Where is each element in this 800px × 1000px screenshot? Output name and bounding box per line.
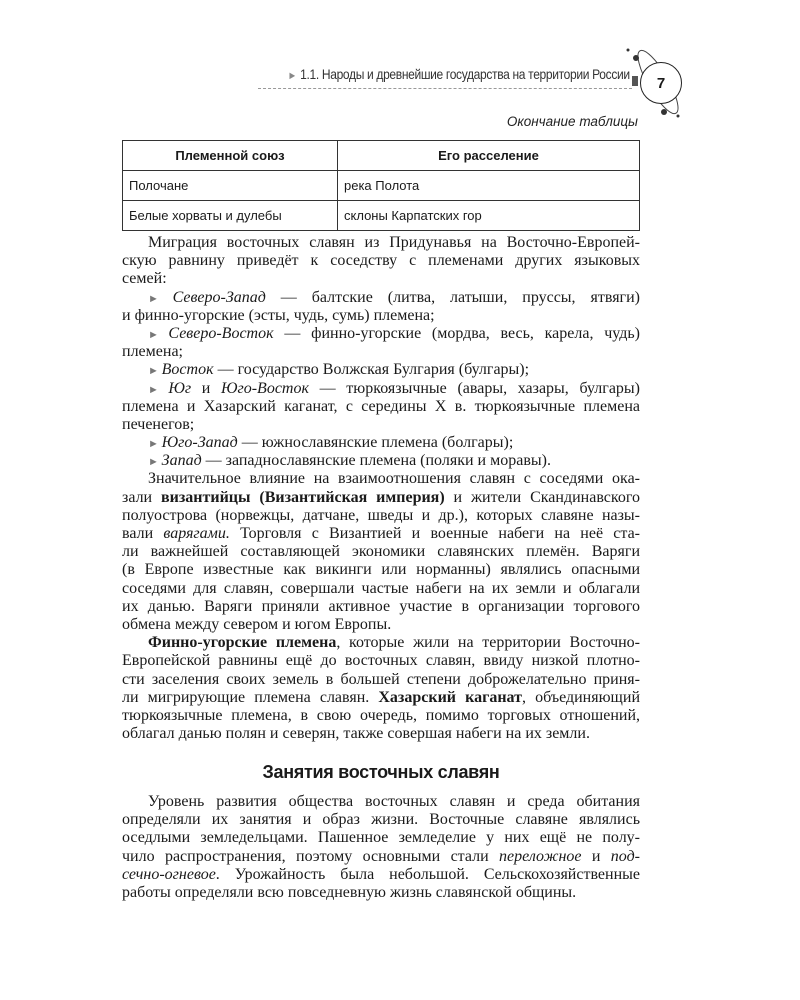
text-line xyxy=(122,307,640,325)
italic-term: Северо-Запад xyxy=(172,288,266,306)
text-run: — тюркоязычные (авары, хазары, булгары) xyxy=(308,379,641,397)
text-line xyxy=(122,234,640,252)
text-line xyxy=(122,598,640,616)
text-line xyxy=(122,434,640,452)
triangle-bullet-icon: ► xyxy=(148,328,169,341)
text-run: племена; xyxy=(122,343,183,361)
triangle-bullet-icon: ► xyxy=(148,383,169,396)
text-run: , которые жили на территории Восточно- xyxy=(336,634,641,652)
text-line xyxy=(122,580,640,598)
text-line xyxy=(122,398,640,416)
bold-term: Хазарский каганат xyxy=(378,688,522,706)
text-run: облагал данью полян и северян, также совершая набеги на их земли. xyxy=(122,725,590,743)
text-run: скую равнину приведёт к соседству с племенами других языковых xyxy=(122,252,640,270)
page-number: 7 xyxy=(640,62,682,104)
text-run: и xyxy=(191,379,221,397)
text-run: — западнославянские племена (поляки и моравы). xyxy=(201,452,551,470)
text-run: их данью. Варяги приняли активное участие в организации торгового xyxy=(122,597,640,615)
text-line xyxy=(122,507,640,525)
triangle-bullet-icon: ► xyxy=(148,365,162,378)
text-line xyxy=(122,561,640,579)
italic-term: под- xyxy=(610,847,641,865)
triangle-bullet-icon: ► xyxy=(148,438,162,451)
text-line xyxy=(122,416,640,434)
text-run: чило распространения, поэтому основными стали xyxy=(122,847,500,865)
text-line xyxy=(122,829,640,847)
text-line xyxy=(122,543,640,561)
text-line xyxy=(122,884,640,902)
text-line xyxy=(122,270,640,288)
italic-term: Восток xyxy=(161,361,214,379)
italic-term: сечно-огневое xyxy=(122,865,216,883)
bold-term: Финно-угорские племена xyxy=(148,634,337,652)
text-run: полуострова (норвежцы, датчане, шведы и др.), которых славяне назы- xyxy=(122,506,640,524)
text-run: , объединяющий xyxy=(522,688,641,706)
table-row xyxy=(123,201,640,231)
text-run: обмена между севером и югом Европы. xyxy=(122,615,392,633)
text-line xyxy=(122,289,640,307)
table-cell: Белые хорваты и дулебы xyxy=(123,201,338,231)
text-line xyxy=(122,525,640,543)
text-line xyxy=(122,671,640,689)
text-run: — балтские (литва, латыши, пруссы, ятвяги) xyxy=(265,288,640,306)
table-cell: река Полота xyxy=(338,171,640,201)
text-line xyxy=(122,793,640,811)
text-run: семей: xyxy=(122,270,167,288)
text-line xyxy=(122,689,640,707)
text-run: определяли их занятия и образ жизни. Восточные славяне являлись xyxy=(122,811,640,829)
text-line xyxy=(122,343,640,361)
text-run: — государство Волжская Булгария (булгары); xyxy=(213,361,530,379)
text-run: (в Европе известные как викинги или норманны) являлись опасными xyxy=(122,561,640,579)
italic-term: переложное xyxy=(499,847,582,865)
text-run: печенегов; xyxy=(122,415,195,433)
column-header: Племенной союз xyxy=(123,141,338,171)
table-cell: склоны Карпатских гор xyxy=(338,201,640,231)
body-text-2 xyxy=(122,793,640,902)
column-header: Его расселение xyxy=(338,141,640,171)
text-line xyxy=(122,616,640,634)
section-heading: Занятия восточных славян xyxy=(262,762,500,782)
text-run: оседлыми земледельцами. Пашенное земледелие у них ещё не полу- xyxy=(122,829,640,847)
text-run: Европейской равнины ещё до восточных славян, ввиду низкой плотно- xyxy=(122,652,640,670)
text-run: — южнославянские племена (болгары); xyxy=(237,434,514,452)
table-caption: Окончание таблицы xyxy=(506,114,638,129)
triangle-bullet-icon: ► xyxy=(148,456,162,469)
table-cell: Полочане xyxy=(123,171,338,201)
text-run: . Урожайность была небольшой. Сельскохозяйственные xyxy=(215,865,640,883)
text-line xyxy=(122,470,640,488)
text-run: ли важнейшей составляющей экономики славянских племён. Варяги xyxy=(122,543,640,561)
text-run: — финно-угорские (мордва, весь, карела, чудь) xyxy=(273,324,641,342)
italic-term: Запад xyxy=(161,452,202,470)
text-run: Торговля с Византией и военные набеги на неё ста- xyxy=(229,525,640,542)
italic-term: Юго-Запад xyxy=(161,434,238,452)
text-run: и финно-угорские (эсты, чудь, сумь) племена; xyxy=(122,306,435,324)
text-run: тюркоязычные племена, в свою очередь, помимо торговых отношений, xyxy=(122,706,640,724)
text-line xyxy=(122,452,640,470)
triangle-bullet-icon: ► xyxy=(287,70,297,82)
text-run: Уровень развития общества восточных славян и среда обитания xyxy=(148,793,640,810)
bold-term: византийцы (Византийская империя) xyxy=(160,488,445,506)
text-line xyxy=(122,325,640,343)
italic-term: Юг xyxy=(168,379,192,397)
running-header xyxy=(288,66,630,82)
section-title: 1.1. Народы и древнейшие государства на территории России xyxy=(300,66,630,82)
text-run: соседями для славян, совершали частые набеги на их земли и облагали xyxy=(122,579,640,597)
text-run: работы определяли всю повседневную жизнь славянской общины. xyxy=(122,883,577,901)
text-line xyxy=(122,380,640,398)
text-line xyxy=(122,652,640,670)
table-row xyxy=(123,171,640,201)
text-run: зали xyxy=(122,488,161,506)
text-run: сти заселения своих земель в большей степени доброжелательно приня- xyxy=(122,670,640,688)
text-run: племена и Хазарский каганат, с середины X в. тюркоязычные племена xyxy=(122,397,640,415)
text-line xyxy=(122,634,640,652)
text-line xyxy=(122,707,640,725)
header-divider xyxy=(258,88,632,89)
text-run: Миграция восточных славян из Придунавья на Восточно-Европей- xyxy=(148,234,640,251)
text-run: и жители Скандинавского xyxy=(444,488,641,506)
text-line xyxy=(122,361,640,379)
text-line xyxy=(122,848,640,866)
table-header-row xyxy=(123,141,640,171)
text-line xyxy=(122,725,640,743)
text-line xyxy=(122,866,640,884)
text-run: ли мигрирующие племена славян. xyxy=(122,688,379,706)
text-run: вали xyxy=(122,525,164,542)
text-line xyxy=(122,252,640,270)
triangle-bullet-icon: ► xyxy=(148,292,173,305)
tribes-table xyxy=(122,140,640,231)
text-line xyxy=(122,489,640,507)
italic-term: варягами. xyxy=(163,525,230,542)
text-line xyxy=(122,811,640,829)
italic-term: Юго-Восток xyxy=(220,379,309,397)
text-run: Значительное влияние на взаимоотношения славян с соседями ока- xyxy=(148,470,640,488)
body-text xyxy=(122,234,640,743)
italic-term: Северо-Восток xyxy=(168,324,274,342)
text-run: и xyxy=(581,847,611,865)
